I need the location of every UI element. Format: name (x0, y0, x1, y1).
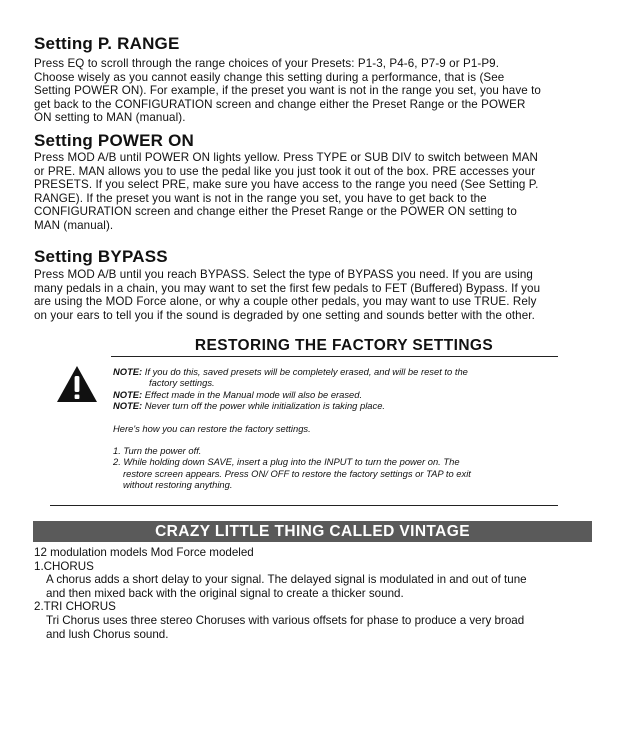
text-line: are using the MOD Force alone, or why a couple other pedals, you may want to use TRUE. Rely (34, 295, 537, 309)
note-text: Never turn off the power while initialization is taking place. (144, 400, 386, 412)
modulation-intro: 12 modulation models Mod Force modeled (34, 546, 254, 559)
text-line: Press EQ to scroll through the range choices of your Presets: P1-3, P4-6, P7-9 or P1-P9. (34, 57, 500, 70)
note-label: NOTE: (113, 366, 143, 377)
restore-notes (113, 366, 553, 491)
heading-power-on: Setting POWER ON (34, 131, 194, 150)
restore-top-rule (111, 356, 558, 357)
restore-step-1: 1. Turn the power off. (113, 445, 202, 457)
paragraph-power-on (34, 151, 594, 233)
heading-p-range: Setting P. RANGE (34, 34, 180, 53)
note-1 (113, 366, 553, 377)
restore-step-2-cont: restore screen appears. Press ON/ OFF to restore the factory settings or TAP to exit (123, 467, 471, 479)
list-item-text: A chorus adds a short delay to your signal. The delayed signal is modulated in and out of tune (46, 573, 527, 587)
restore-title: RESTORING THE FACTORY SETTINGS (194, 337, 494, 354)
note-text: If you do this, saved presets will be completely erased, and will be reset to the (144, 366, 468, 377)
paragraph-p-range (34, 57, 594, 125)
text-line: on your ears to tell you if the sound is degraded by one setting and sounds better with the other. (34, 308, 535, 322)
list-item-text: and then mixed back with the original signal to create a thicker sound. (46, 586, 404, 600)
note-label: NOTE: (113, 388, 143, 400)
restore-step-2-cont: without restoring anything. (123, 479, 233, 491)
heading-bypass: Setting BYPASS (34, 247, 168, 266)
list-item-text: Tri Chorus uses three stereo Choruses with various offsets for phase to produce a very broad (46, 613, 525, 627)
text-line: MAN (manual). (34, 218, 114, 232)
warning-icon (56, 365, 98, 403)
vintage-banner: CRAZY LITTLE THING CALLED VINTAGE (33, 521, 592, 542)
note-text: Effect made in the Manual mode will also be erased. (144, 388, 363, 400)
list-item-title: 2.TRI CHORUS (34, 600, 116, 614)
text-line: or PRE. MAN allows you to use the pedal like you just took it out of the box. PRE accesses your (34, 164, 536, 178)
text-line: get back to the CONFIGURATION screen and change either the Preset Range or the POWER (34, 97, 526, 111)
text-line: RANGE). If the preset you want is not in the range you set, you have to get back to the (34, 191, 487, 205)
list-item-text: and lush Chorus sound. (46, 627, 169, 641)
text-line: ON setting to MAN (manual). (34, 111, 186, 125)
restore-step-2: 2. While holding down SAVE, insert a plug into the INPUT to turn the power on. The (113, 456, 460, 468)
text-line: PRESETS. If you select PRE, make sure you have access to the range you need (See Setting P. (34, 178, 539, 192)
restore-bottom-rule (50, 505, 558, 506)
text-line: Choose wisely as you cannot easily change this setting during a performance, that is (See (34, 70, 505, 84)
restore-intro: Here's how you can restore the factory settings. (113, 422, 311, 434)
modulation-list (34, 546, 594, 641)
note-2 (113, 389, 553, 400)
note-label: NOTE: (113, 400, 143, 412)
text-line: Setting POWER ON). For example, if the preset you want is not in the range you set, you have to (34, 84, 541, 98)
text-line: CONFIGURATION screen and change either the Preset Range or the POWER ON setting to (34, 205, 517, 219)
text-line: many pedals in a chain, you may want to set the first few pedals to FET (Buffered) Bypass. If you (34, 281, 541, 295)
list-item-title: 1.CHORUS (34, 559, 94, 573)
note-1-cont: factory settings. (149, 377, 215, 389)
paragraph-bypass (34, 268, 594, 322)
text-line: Press MOD A/B until POWER ON lights yellow. Press TYPE or SUB DIV to switch between MAN (34, 151, 538, 164)
note-3 (113, 400, 553, 411)
text-line: Press MOD A/B until you reach BYPASS. Select the type of BYPASS you need. If you are using (34, 268, 533, 281)
